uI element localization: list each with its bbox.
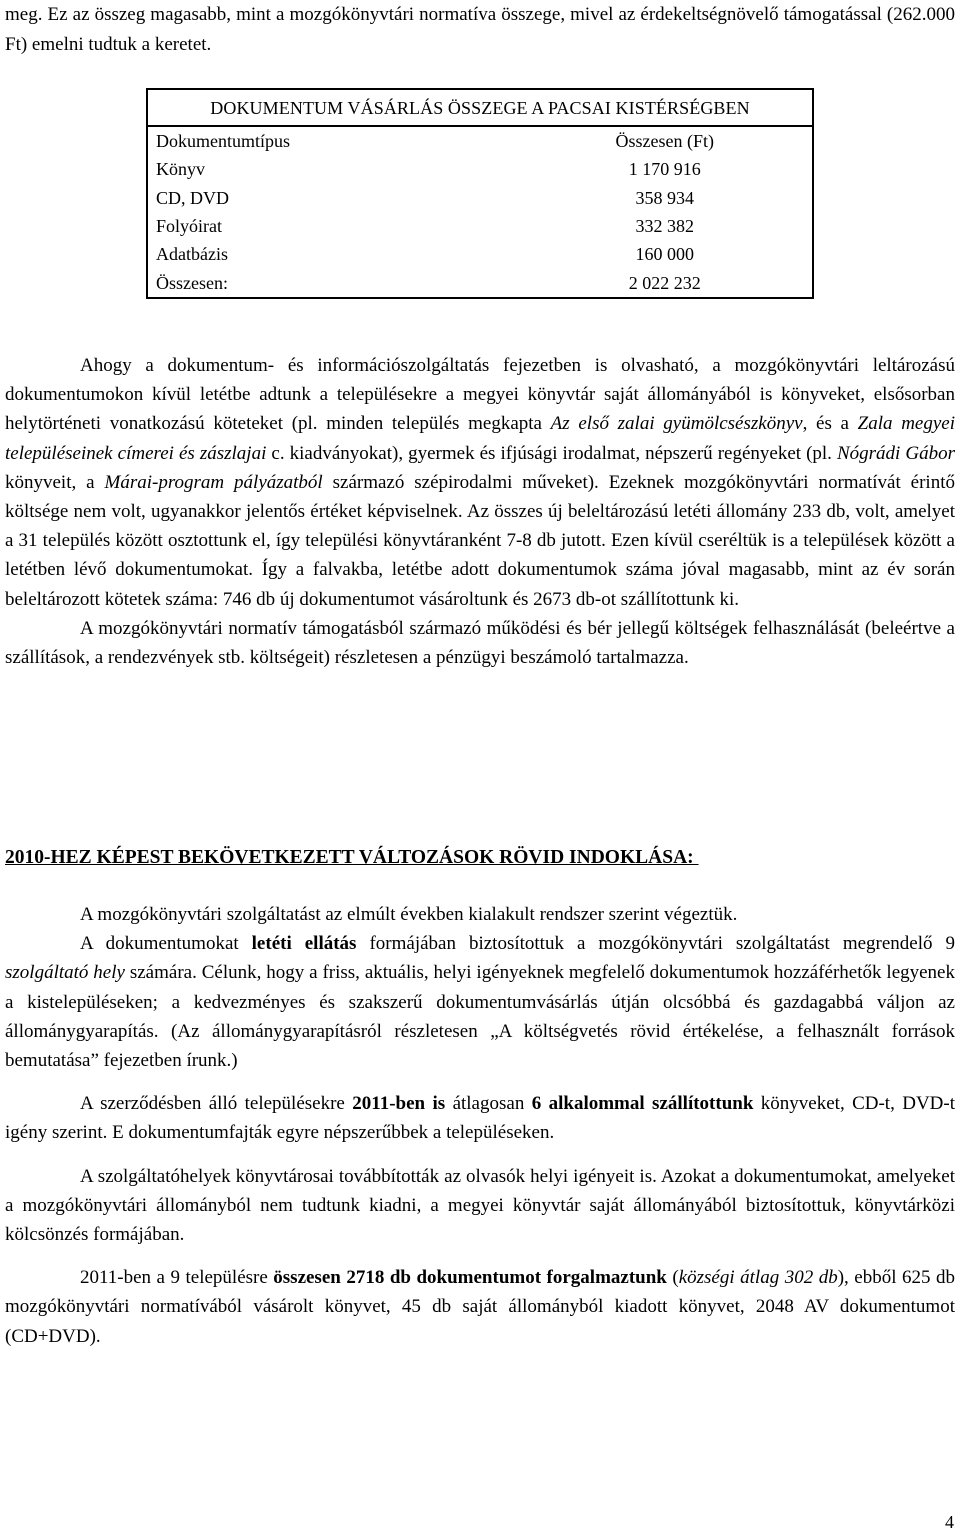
table-cell-sum: 358 934 bbox=[635, 187, 695, 208]
paragraph-deposit bbox=[5, 929, 955, 1075]
body-section-1 bbox=[5, 351, 955, 672]
text-run: A dokumentumokat bbox=[80, 933, 252, 955]
program-name: Márai-program pályázatból bbox=[104, 471, 323, 493]
table-cell-type: Folyóirat bbox=[156, 216, 222, 237]
table-cell-type: Összesen: bbox=[156, 272, 228, 293]
text-run: , és a bbox=[802, 413, 858, 435]
paragraph-requests: A szolgáltatóhelyek könyvtárosai továbbították az olvasók helyi igényeit is. Azokat a dokumentumokat, amelyeket a mozgókönyvtári állományból nem tudtunk kiadni, a megyei könyvtár saját állományából biztosítottuk, könyvtárközi kölcsönzés formájában. bbox=[5, 1165, 955, 1246]
text-run: számára. Célunk, hogy a friss, aktuális, helyi igényeknek megfelelő dokumentumok hozzáférhetők legyenek a kistelepüléseken; a kedvezményes és szakszerű dokumentumvásárlás útján olcsóbbá és gazdagabbá váljon az állománygyarapítás. (Az állománygyarapításról részletesen „A költségvetés rövid értékelése, a felhasznált források bemutatása” fejezetben írunk.) bbox=[5, 962, 955, 1072]
page bbox=[5, 0, 955, 59]
column-header-type: Dokumentumtípus bbox=[156, 131, 290, 152]
paragraph-totals bbox=[5, 1263, 955, 1351]
text-run: formájában biztosítottuk a mozgókönyvtári szolgáltatást megrendelő 9 bbox=[356, 933, 956, 955]
text-run: ( bbox=[666, 1267, 679, 1289]
section-heading: 2010-HEZ KÉPEST BEKÖVETKEZETT VÁLTOZÁSOK RÖVID INDOKLÁSA: bbox=[5, 847, 699, 868]
table-cell-type: CD, DVD bbox=[156, 187, 230, 208]
text-run: A szerződésben álló településekre bbox=[80, 1093, 353, 1115]
text-run: c. kiadványokat), gyermek és ifjúsági irodalmat, népszerű regényeket (pl. bbox=[266, 442, 837, 464]
table-title: DOKUMENTUM VÁSÁRLÁS ÖSSZEGE A PACSAI KISTÉRSÉGBEN bbox=[147, 89, 813, 126]
book-title: Zala megyei településeinek címerei és zászlajai bbox=[5, 413, 955, 464]
table-cell-sum: 332 382 bbox=[635, 216, 695, 237]
book-title: Az első zalai gyümölcsészkönyv bbox=[550, 413, 803, 435]
emphasis: 6 alkalommal szállítottunk bbox=[531, 1093, 754, 1115]
body-section-2 bbox=[5, 900, 955, 1351]
table-total-row bbox=[147, 268, 813, 297]
text-run: könyveket, CD-t, DVD-t igény szerint. E dokumentumfajták egyre népszerűbbek a településeken. bbox=[5, 1093, 955, 1144]
text-run: könyveit, a bbox=[5, 471, 105, 493]
text-run: Ahogy a dokumentum- és információszolgáltatás fejezetben is olvasható, a mozgókönyvtári leltározású dokumentumokon kívül letétbe adtunk a településekre a megyei könyvtár saját állományából is könyveket, elsősorban helytörténeti vonatkozású köteteket (pl. minden település megkapta bbox=[5, 355, 955, 435]
table-title-row bbox=[147, 89, 813, 126]
text-run: származó szépirodalmi műveket). Ezeknek mozgókönyvtári normatívát érintő költsége nem volt, ugyanakkor jelentős értéket képviselnek. Az összes új beleltározású letéti állomány 233 db, volt, amelyet a 31 település között osztottunk el, így települési könyvtáranként 7-8 db jutott. Ezen kívül cseréltük is a települések között a letétben lévő dokumentumokat. Így a falvakba, letétbe adott dokumentumok száma jóval magasabb, mint az év során beleltározott kötetek száma: 746 db új dokumentumot vásároltunk és 2673 db-ot szállítottunk ki. bbox=[5, 471, 955, 610]
table-cell-sum: 1 170 916 bbox=[628, 159, 701, 180]
table-row bbox=[147, 155, 813, 183]
table-cell-sum: 160 000 bbox=[635, 244, 695, 265]
document-purchase-table bbox=[146, 88, 814, 299]
emphasis: 2011-ben is bbox=[352, 1093, 446, 1115]
emphasis: szolgáltató hely bbox=[5, 962, 125, 984]
paragraph-service: A mozgókönyvtári szolgáltatást az elmúlt években kialakult rendszer szerint végeztük. bbox=[80, 904, 738, 925]
table-row bbox=[147, 212, 813, 240]
emphasis: letéti ellátás bbox=[251, 933, 357, 955]
table-cell-type: Adatbázis bbox=[156, 244, 228, 265]
table-row bbox=[147, 240, 813, 268]
text-run: átlagosan bbox=[445, 1093, 532, 1115]
table-row bbox=[147, 184, 813, 212]
table-cell-sum: 2 022 232 bbox=[628, 272, 701, 293]
emphasis: összesen 2718 db dokumentumot forgalmaztunk bbox=[273, 1267, 667, 1289]
emphasis: községi átlag 302 db bbox=[678, 1267, 838, 1289]
page-number: 4 bbox=[945, 1512, 954, 1532]
intro-paragraph: meg. Ez az összeg magasabb, mint a mozgókönyvtári normatíva összege, mivel az érdekeltségnövelő támogatással (262.000 Ft) emelni tudtuk a keretet. bbox=[5, 4, 955, 55]
text-run: 2011-ben a 9 településre bbox=[80, 1267, 274, 1289]
author-name: Nógrádi Gábor bbox=[836, 442, 955, 464]
table-cell-type: Könyv bbox=[156, 159, 205, 180]
paragraph-delivery bbox=[5, 1089, 955, 1147]
text-run: ), ebből 625 db mozgókönyvtári normatívából vásárolt könyvet, 45 db saját állományból kiadott könyvet, 2048 AV dokumentumot (CD+DVD). bbox=[5, 1267, 955, 1347]
paragraph-costs: A mozgókönyvtári normatív támogatásból származó működési és bér jellegű költségek felhasználását (beleértve a szállítások, a rendezvények stb. költségeit) részletesen a pénzügyi beszámoló tartalmazza. bbox=[5, 617, 955, 669]
column-header-sum: Összesen (Ft) bbox=[615, 131, 715, 152]
paragraph-letet bbox=[5, 351, 955, 614]
table-header-row bbox=[147, 126, 813, 155]
